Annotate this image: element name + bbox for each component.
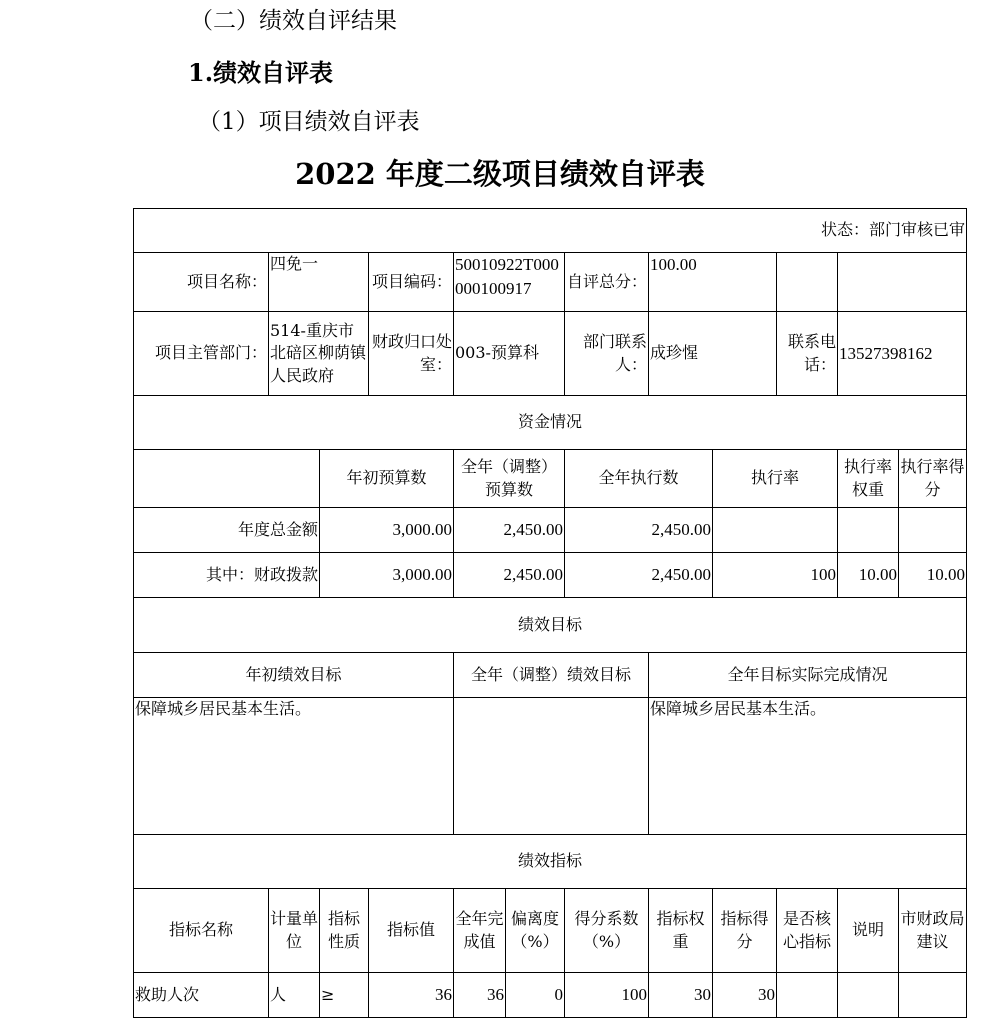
- phone-value: 13527398162: [838, 312, 967, 396]
- finance-office-value: 003-预算科: [454, 312, 565, 396]
- indicator-note: [838, 973, 899, 1018]
- funds-section-title: 资金情况: [134, 396, 967, 450]
- indicator-core: [777, 973, 838, 1018]
- empty-cell: [134, 450, 320, 508]
- indicator-completed: 36: [454, 973, 506, 1018]
- completed-value-header: 全年完成值: [454, 889, 506, 973]
- indicator-deviation: 0: [506, 973, 565, 1018]
- indicator-nature: ≥: [320, 973, 369, 1018]
- adjusted-goal-text: [454, 698, 649, 835]
- advice-header: 市财政局建议: [899, 889, 967, 973]
- performance-self-evaluation-table: [133, 208, 967, 1018]
- self-score-label: 自评总分：: [565, 253, 649, 312]
- exec-rate-weight-header: 执行率权重: [838, 450, 899, 508]
- indicator-value-header: 指标值: [369, 889, 454, 973]
- dept-label: 项目主管部门：: [134, 312, 269, 396]
- funds-row-total: [134, 508, 967, 553]
- exec-rate-score-value: [899, 508, 967, 553]
- indicator-name-header: 指标名称: [134, 889, 269, 973]
- core-indicator-header: 是否核心指标: [777, 889, 838, 973]
- dept-value: 514-重庆市北碚区柳荫镇人民政府: [269, 312, 369, 396]
- exec-rate-weight-value: 10.00: [838, 553, 899, 598]
- indicator-advice: [899, 973, 967, 1018]
- exec-rate-header: 执行率: [713, 450, 838, 508]
- indicator-weight-header: 指标权重: [649, 889, 713, 973]
- exec-rate-score-header: 执行率得分: [899, 450, 967, 508]
- indicator-unit: 人: [269, 973, 320, 1018]
- funds-row-label: 年度总金额: [134, 508, 320, 553]
- funds-row-fiscal: [134, 553, 967, 598]
- project-name-label: 项目名称：: [134, 253, 269, 312]
- subsection-heading: 1.绩效自评表: [188, 58, 334, 87]
- section-heading: （二）绩效自评结果: [190, 8, 397, 34]
- adjusted-budget-value: 2,450.00: [454, 553, 565, 598]
- funds-row-label: 其中：财政拨款: [134, 553, 320, 598]
- empty-cell: [838, 253, 967, 312]
- exec-rate-weight-value: [838, 508, 899, 553]
- finance-office-label: 财政归口处室：: [369, 312, 454, 396]
- indicator-name: 救助人次: [134, 973, 269, 1018]
- initial-budget-value: 3,000.00: [320, 508, 454, 553]
- note-header: 说明: [838, 889, 899, 973]
- exec-rate-score-value: 10.00: [899, 553, 967, 598]
- indicator-score-header: 指标得分: [713, 889, 777, 973]
- contact-label: 部门联系人：: [565, 312, 649, 396]
- indicators-section-title: 绩效指标: [134, 835, 967, 889]
- actual-completion-header: 全年目标实际完成情况: [649, 653, 967, 698]
- adjusted-budget-header: 全年（调整）预算数: [454, 450, 565, 508]
- initial-goal-header: 年初绩效目标: [134, 653, 454, 698]
- exec-rate-value: [713, 508, 838, 553]
- initial-budget-header: 年初预算数: [320, 450, 454, 508]
- indicator-value: 36: [369, 973, 454, 1018]
- unit-header: 计量单位: [269, 889, 320, 973]
- score-coef-header: 得分系数（%）: [565, 889, 649, 973]
- indicator-weight: 30: [649, 973, 713, 1018]
- goals-section-title: 绩效目标: [134, 598, 967, 653]
- executed-header: 全年执行数: [565, 450, 713, 508]
- self-score-value: 100.00: [649, 253, 777, 312]
- adjusted-budget-value: 2,450.00: [454, 508, 565, 553]
- executed-value: 2,450.00: [565, 553, 713, 598]
- executed-value: 2,450.00: [565, 508, 713, 553]
- table-title: 2022 年度二级项目绩效自评表: [295, 157, 705, 191]
- project-code-value: 50010922T000000100917: [454, 253, 565, 312]
- initial-goal-text: 保障城乡居民基本生活。: [134, 698, 454, 835]
- project-code-label: 项目编码：: [369, 253, 454, 312]
- nature-header: 指标性质: [320, 889, 369, 973]
- adjusted-goal-header: 全年（调整）绩效目标: [454, 653, 649, 698]
- exec-rate-value: 100: [713, 553, 838, 598]
- actual-completion-text: 保障城乡居民基本生活。: [649, 698, 967, 835]
- status-text: 状态：部门审核已审: [134, 209, 967, 253]
- sub-subsection-heading: （1）项目绩效自评表: [198, 109, 420, 135]
- project-name-value: 四免一: [269, 253, 369, 312]
- table-row: [134, 973, 967, 1018]
- deviation-header: 偏离度（%）: [506, 889, 565, 973]
- initial-budget-value: 3,000.00: [320, 553, 454, 598]
- indicator-score: 30: [713, 973, 777, 1018]
- indicator-coef: 100: [565, 973, 649, 1018]
- contact-value: 成珍惺: [649, 312, 777, 396]
- phone-label: 联系电话：: [777, 312, 838, 396]
- empty-cell: [777, 253, 838, 312]
